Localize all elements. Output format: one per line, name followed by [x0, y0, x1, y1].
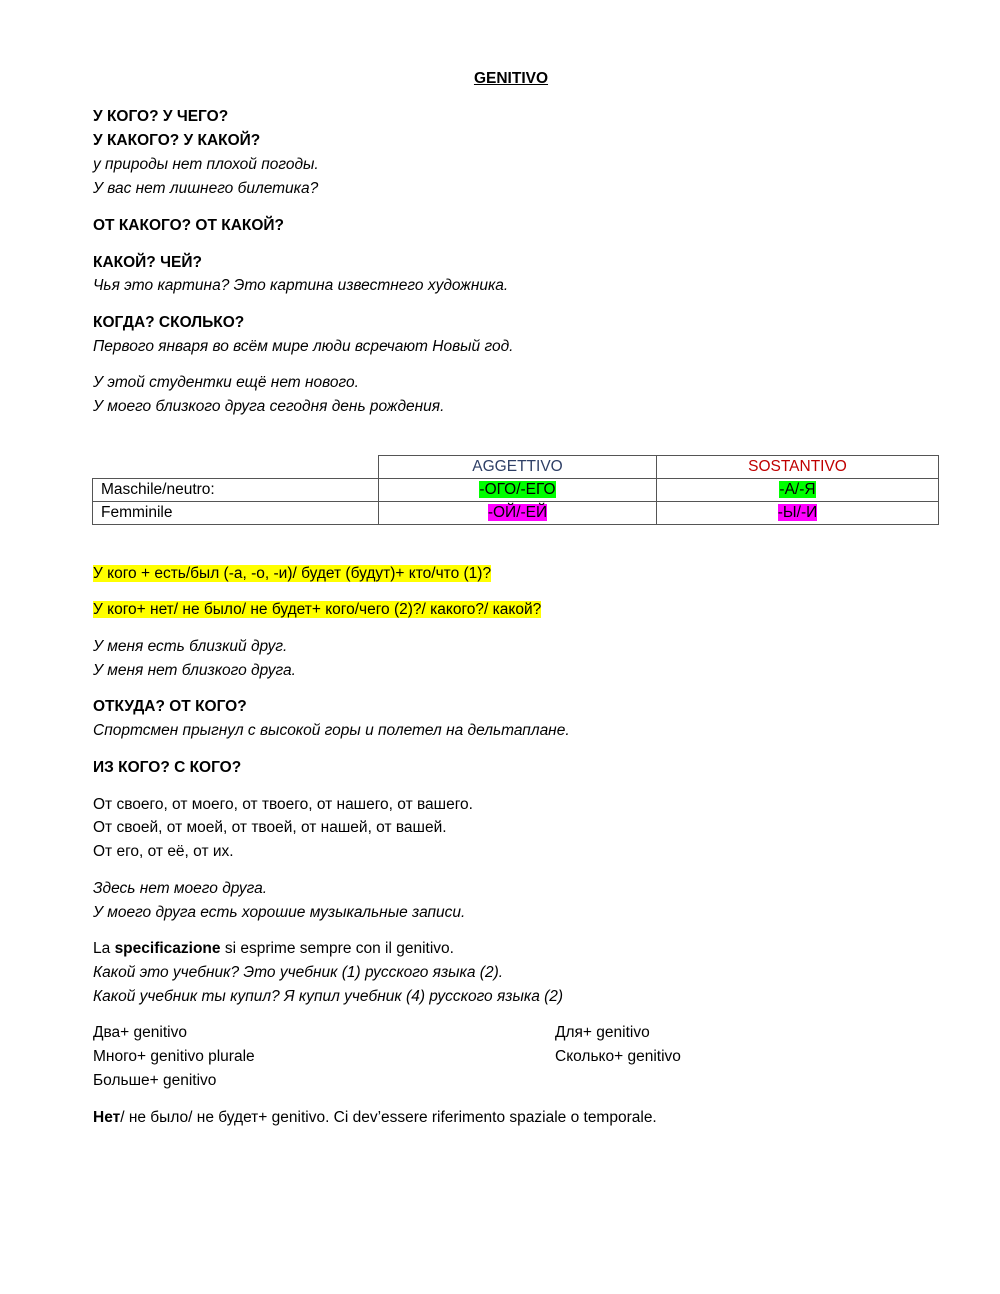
- table-cell-noun-ending: -Ы/-И: [657, 502, 939, 525]
- question-u-kogo: У КОГО? У ЧЕГО?: [93, 108, 229, 125]
- example-line: Здесь нет моего друга.: [93, 880, 268, 897]
- table-header-noun: SOSTANTIVO: [657, 456, 939, 479]
- question-u-kakogo: У КАКОГО? У КАКОЙ?: [93, 132, 261, 149]
- quantifier-item: Много+ genitivo plurale: [93, 1048, 255, 1065]
- example-line: У моего близкого друга сегодня день рождения.: [93, 398, 445, 415]
- example-line: Какой это учебник? Это учебник (1) русского языка (2).: [93, 964, 504, 981]
- table-cell-adjective-ending: -ОЙ/-ЕЙ: [379, 502, 657, 525]
- possessive-line: От его, от её, от их.: [93, 843, 234, 860]
- possessive-line: От своего, от моего, от твоего, от нашего, от вашего.: [93, 796, 473, 813]
- table-row-label: Maschile/neutro:: [93, 479, 379, 502]
- example-line: У этой студентки ещё нет нового.: [93, 374, 359, 391]
- table-header-adjective: AGGETTIVO: [379, 456, 657, 479]
- table-cell-adjective-ending: -ОГО/-ЕГО: [379, 479, 657, 502]
- table-header-row: [93, 456, 939, 479]
- question-kakoy-chey: КАКОЙ? ЧЕЙ?: [93, 254, 202, 271]
- question-otkuda: ОТКУДА? ОТ КОГО?: [93, 698, 247, 715]
- example-line: Первого января во всём мире люди всречают Новый год.: [93, 338, 514, 355]
- page-title: GENITIVO: [473, 70, 549, 87]
- table-row: [93, 502, 939, 525]
- example-line: Чья это картина? Это картина известнего художника.: [93, 277, 509, 294]
- highlighted-rule: У кого+ нет/ не было/ не будет+ кого/чего (2)?/ какого?/ какой?: [93, 601, 542, 618]
- example-line: Какой учебник ты купил? Я купил учебник (4) русского языка (2): [93, 988, 564, 1005]
- quantifier-item: Сколько+ genitivo: [555, 1048, 681, 1065]
- specification-note: La specificazione si esprime sempre con il genitivo.: [93, 940, 454, 957]
- quantifier-item: Больше+ genitivo: [93, 1072, 217, 1089]
- possessive-line: От своей, от моей, от твоей, от нашей, от вашей.: [93, 819, 447, 836]
- example-line: Спортсмен прыгнул с высокой горы и полетел на дельтаплане.: [93, 722, 570, 739]
- quantifier-item: Два+ genitivo: [93, 1024, 187, 1041]
- endings-table: [92, 455, 939, 525]
- table-row: [93, 479, 939, 502]
- example-line: У меня есть близкий друг.: [93, 638, 288, 655]
- question-kogda-skolko: КОГДА? СКОЛЬКО?: [93, 314, 245, 331]
- final-note: Нет/ не было/ не будет+ genitivo. Ci dev’essere riferimento spaziale o temporale.: [93, 1109, 657, 1126]
- table-row-label: Femminile: [93, 502, 379, 525]
- example-line: у природы нет плохой погоды.: [93, 156, 319, 173]
- question-iz-kogo: ИЗ КОГО? С КОГО?: [93, 759, 242, 776]
- example-line: У моего друга есть хорошие музыкальные записи.: [93, 904, 466, 921]
- quantifier-item: Для+ genitivo: [555, 1024, 650, 1041]
- table-cell-noun-ending: -А/-Я: [657, 479, 939, 502]
- example-line: У меня нет близкого друга.: [93, 662, 296, 679]
- question-ot-kakogo: ОТ КАКОГО? ОТ КАКОЙ?: [93, 217, 285, 234]
- highlighted-rule: У кого + есть/был (-а, -о, -и)/ будет (будут)+ кто/что (1)?: [93, 565, 492, 582]
- example-line: У вас нет лишнего билетика?: [93, 180, 319, 197]
- table-empty-corner: [93, 456, 379, 479]
